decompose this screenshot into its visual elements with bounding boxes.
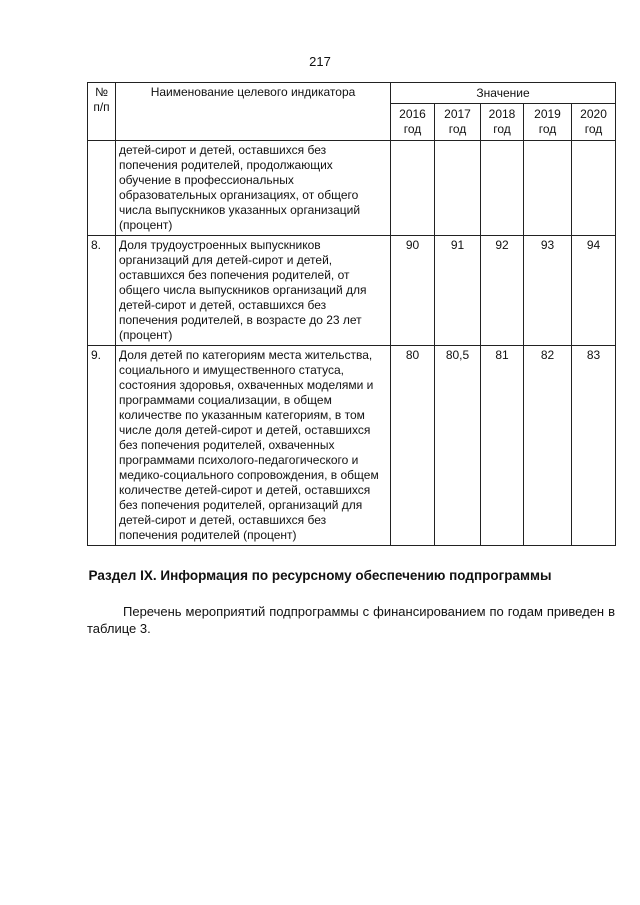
value-2018: 92 [481,236,524,346]
table-row [88,236,616,346]
indicators-table [87,82,616,546]
year-label: 2018 [488,107,516,121]
table-row [88,141,616,236]
value-2018 [481,141,524,236]
table-header-row [88,83,616,104]
page-number: 217 [309,54,331,69]
value-2019: 93 [524,236,572,346]
year-unit: год [448,122,467,136]
value-2019: 82 [524,346,572,546]
header-value: Значение [391,83,616,104]
header-year-2016 [391,104,435,141]
value-2016: 90 [391,236,435,346]
table-row [88,346,616,546]
header-number: № п/п [88,83,116,141]
value-2017: 80,5 [435,346,481,546]
value-2018: 81 [481,346,524,546]
year-unit: год [403,122,422,136]
value-2019 [524,141,572,236]
header-year-2020 [572,104,616,141]
value-2016: 80 [391,346,435,546]
value-2020: 83 [572,346,616,546]
year-label: 2016 [399,107,426,121]
header-year-2017 [435,104,481,141]
header-indicator-name: Наименование целевого индикатора [116,83,391,141]
body-paragraph: Перечень мероприятий подпрограммы с финансированием по годам приведен в таблице 3. [87,604,615,636]
year-unit: год [493,122,511,136]
indicator-name: Доля детей по категориям места жительства, социального и имущественного статуса, состояния здоровья, охваченных моделями и программами социализации, в общем количестве по указанным категориям, в том числе доля детей-сирот и детей, оставшихся без попечения родителей, охваченных программами психолого-педагогического и медико-социального сопровождения, в общем количестве детей-сирот и детей, оставшихся без попечения родителей, организаций для детей-сирот и детей, оставшихся без попечения родителей (процент) [116,346,391,546]
row-number: 9. [88,346,116,546]
indicator-name: детей-сирот и детей, оставшихся без попечения родителей, продолжающих обучение в профессиональных образовательных организациях, от общего числа выпускников указанных организаций (процент) [116,141,391,236]
indicator-name: Доля трудоустроенных выпускников организаций для детей-сирот и детей, оставшихся без попечения родителей, от общего числа выпускников организаций для детей-сирот и детей, оставшихся без попечения родителей, в возрасте до 23 лет (процент) [116,236,391,346]
value-2020: 94 [572,236,616,346]
value-2016 [391,141,435,236]
row-number: 8. [88,236,116,346]
value-2017: 91 [435,236,481,346]
year-unit: год [584,122,603,136]
year-unit: год [538,122,557,136]
value-2020 [572,141,616,236]
year-label: 2019 [534,107,561,121]
header-year-2019 [524,104,572,141]
value-2017 [435,141,481,236]
header-year-2018 [481,104,524,141]
row-number [88,141,116,236]
year-label: 2017 [444,107,471,121]
section-title: Раздел IX. Информация по ресурсному обеспечению подпрограммы [88,568,552,583]
year-label: 2020 [580,107,607,121]
